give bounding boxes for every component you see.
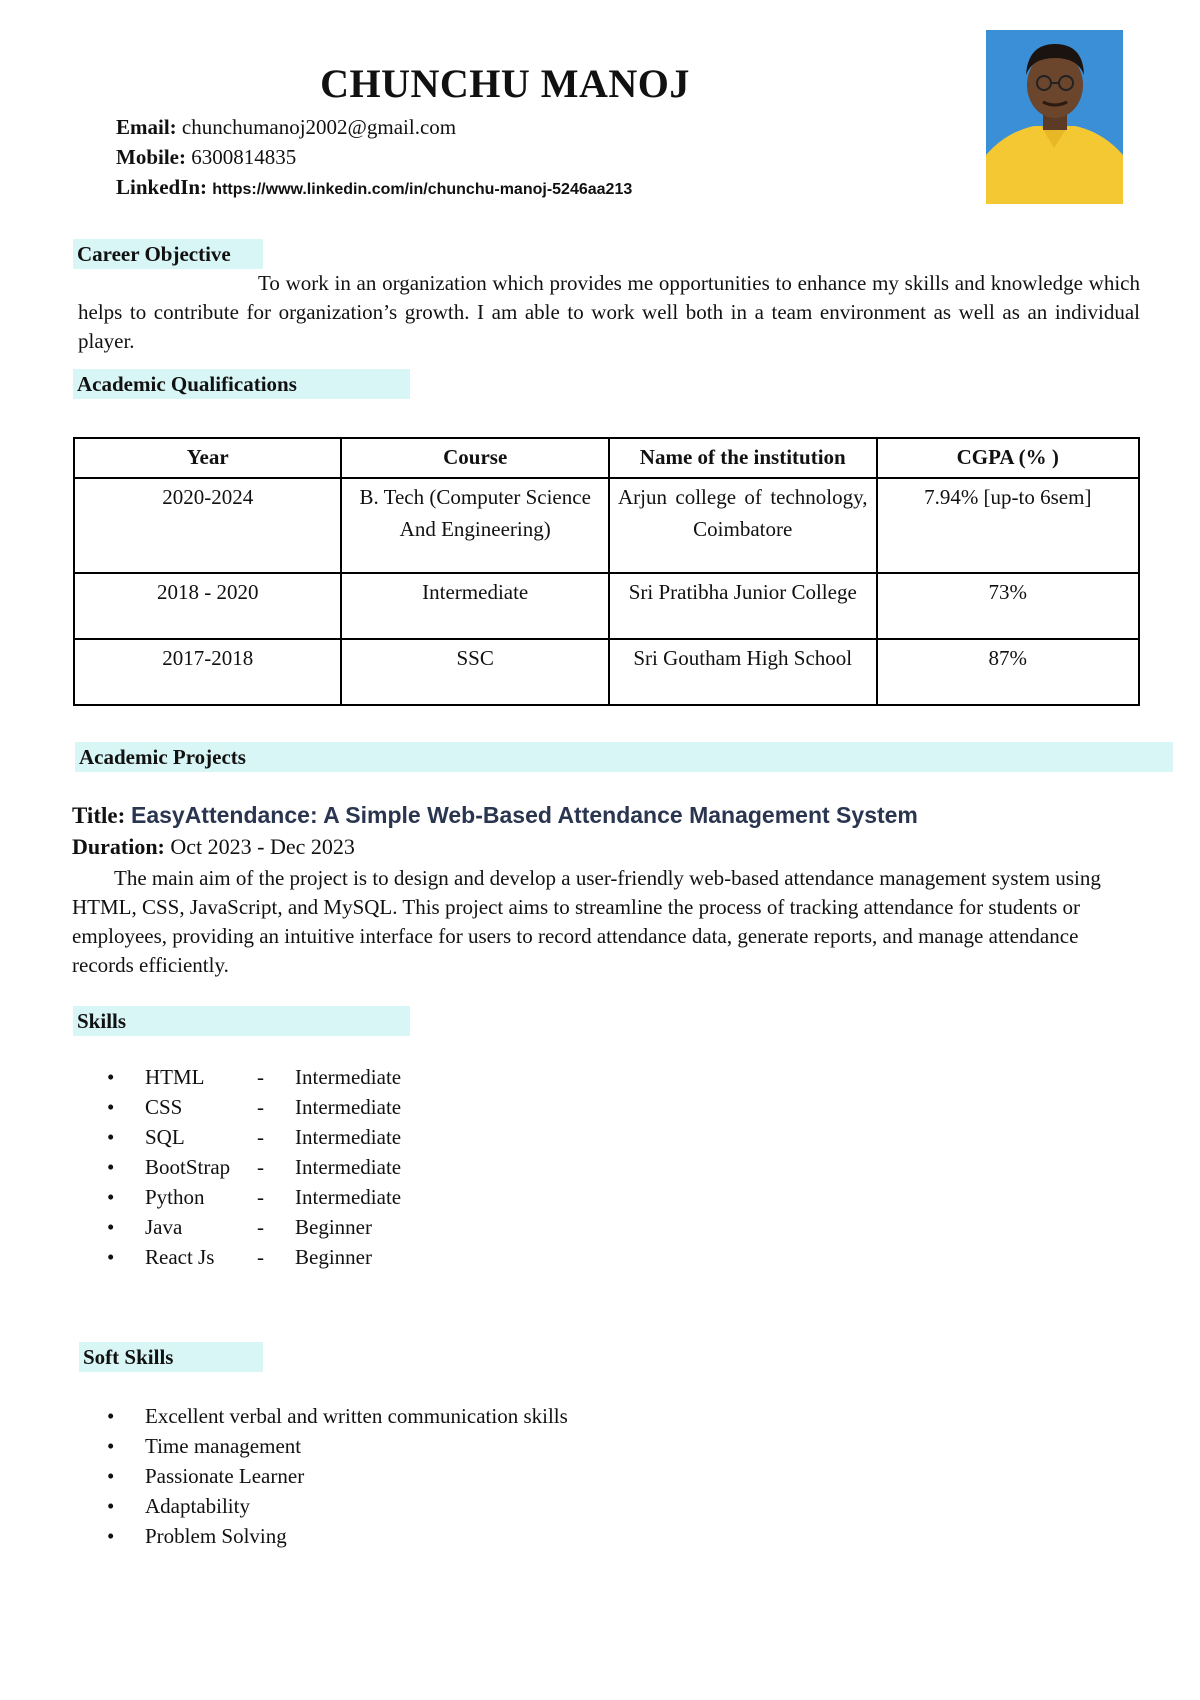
linkedin-url[interactable]: https://www.linkedin.com/in/chunchu-manoj-5246aa213 <box>212 181 633 198</box>
list-item: • Time management <box>107 1434 302 1458</box>
skill-level: Intermediate <box>295 1185 402 1209</box>
project-title-line <box>72 802 1172 829</box>
skill-level: Beginner <box>295 1245 372 1269</box>
mobile-line <box>116 142 296 172</box>
list-item: • HTML - Intermediate <box>73 1062 673 1092</box>
project-title: EasyAttendance: A Simple Web-Based Attendance Management System <box>130 802 918 828</box>
mobile-label: Mobile: <box>116 145 186 169</box>
table-row <box>74 478 1139 573</box>
skill-name: HTML <box>145 1065 205 1089</box>
table-cell: 7.94% [up-to 6sem] <box>877 478 1139 573</box>
career-objective-heading: Career Objective <box>73 239 263 269</box>
skill-name: BootStrap <box>145 1155 231 1179</box>
column-header: CGPA (% ) <box>877 438 1139 478</box>
academic-qualifications-heading: Academic Qualifications <box>73 369 410 399</box>
skill-level: Intermediate <box>295 1065 402 1089</box>
skill-name: SQL <box>145 1125 185 1149</box>
table-cell: 73% <box>877 573 1139 639</box>
candidate-name: CHUNCHU MANOJ <box>320 61 690 106</box>
table-cell: SSC <box>341 639 609 705</box>
list-item: • Passionate Learner <box>107 1464 305 1488</box>
skills-list <box>73 1062 673 1272</box>
table-cell: Sri Goutham High School <box>609 639 877 705</box>
table-header-row <box>74 438 1139 478</box>
soft-skill: Passionate Learner <box>145 1464 305 1488</box>
list-item: • SQL - Intermediate <box>73 1122 673 1152</box>
linkedin-line <box>116 172 632 205</box>
table-cell: Sri Pratibha Junior College <box>609 573 877 639</box>
project-duration-line <box>72 834 355 860</box>
soft-skill: Excellent verbal and written communication skills <box>145 1404 568 1428</box>
skill-name: Java <box>145 1215 183 1239</box>
soft-skill: Adaptability <box>145 1494 250 1518</box>
career-objective-text: To work in an organization which provides me opportunities to enhance my skills and knowledge which helps to contribute for organization’s growth. I am able to work well both in a team environment as well as an individual player. <box>78 271 1140 353</box>
soft-skill: Problem Solving <box>145 1524 287 1548</box>
soft-skills-list <box>73 1401 873 1551</box>
mobile-value: 6300814835 <box>191 145 297 169</box>
profile-photo-image <box>986 30 1123 204</box>
list-item: • Problem Solving <box>107 1524 287 1548</box>
table-row <box>74 573 1139 639</box>
list-item: • Java - Beginner <box>73 1212 673 1242</box>
project-duration-label: Duration: <box>72 834 165 859</box>
academic-projects-heading: Academic Projects <box>75 742 1173 772</box>
skill-name: Python <box>145 1185 205 1209</box>
soft-skill: Time management <box>145 1434 302 1458</box>
email-label: Email: <box>116 115 177 139</box>
skill-level: Intermediate <box>295 1125 402 1149</box>
skill-level: Intermediate <box>295 1095 402 1119</box>
table-cell: 2017-2018 <box>74 639 341 705</box>
list-item: • React Js - Beginner <box>73 1242 673 1272</box>
table-cell: 87% <box>877 639 1139 705</box>
skill-level: Intermediate <box>295 1155 402 1179</box>
skill-name: CSS <box>145 1095 183 1119</box>
table-cell: Arjun college of technology, Coimbatore <box>609 478 877 573</box>
list-item: • Excellent verbal and written communication skills <box>107 1404 568 1428</box>
email-line <box>116 112 456 142</box>
list-item: • Adaptability <box>107 1494 250 1518</box>
table-cell: 2020-2024 <box>74 478 341 573</box>
profile-photo <box>986 30 1123 204</box>
project-duration: Oct 2023 - Dec 2023 <box>170 834 355 859</box>
list-item: • BootStrap - Intermediate <box>73 1152 673 1182</box>
column-header: Name of the institution <box>609 438 877 478</box>
project-title-label: Title: <box>72 803 126 828</box>
table-cell: B. Tech (Computer Science And Engineering) <box>341 478 609 573</box>
column-header: Course <box>341 438 609 478</box>
project-description: The main aim of the project is to design and develop a user-friendly web-based attendance management system using HTML, CSS, JavaScript, and MySQL. This project aims to streamline the process of tracking attendance for students or employees, providing an intuitive interface for users to record attendance data, generate reports, and manage attendance records efficiently. <box>72 866 1101 977</box>
table-cell: Intermediate <box>341 573 609 639</box>
column-header: Year <box>74 438 341 478</box>
email-value[interactable]: chunchumanoj2002@gmail.com <box>181 115 457 139</box>
list-item: • CSS - Intermediate <box>73 1092 673 1122</box>
soft-skills-heading: Soft Skills <box>79 1342 263 1372</box>
table-cell: 2018 - 2020 <box>74 573 341 639</box>
skills-heading: Skills <box>73 1006 410 1036</box>
skill-name: React Js <box>145 1245 215 1269</box>
linkedin-label: LinkedIn: <box>116 175 208 199</box>
table-row <box>74 639 1139 705</box>
academic-table <box>73 437 1140 706</box>
skill-level: Beginner <box>295 1215 372 1239</box>
list-item: • Python - Intermediate <box>73 1182 673 1212</box>
